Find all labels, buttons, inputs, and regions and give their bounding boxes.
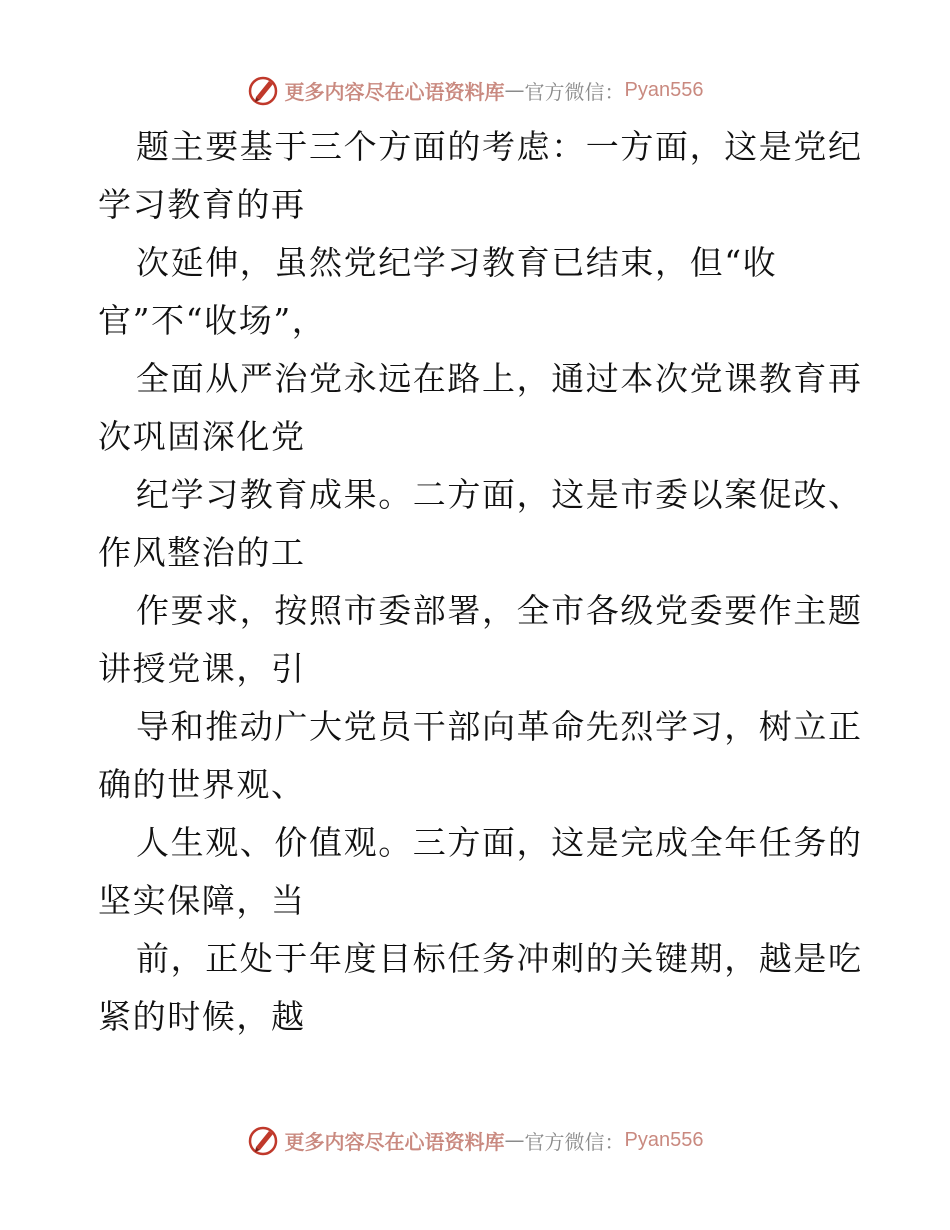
body-line: 导和推动广大党员干部向革命先烈学习，树立正 bbox=[136, 707, 863, 746]
watermark-wechat-id: Pyan556 bbox=[624, 78, 704, 101]
body-line: 紧的时候，越 bbox=[98, 997, 306, 1036]
body-line: 次巩固深化党 bbox=[98, 417, 306, 456]
watermark-separator: — bbox=[504, 78, 525, 102]
body-line: 全面从严治党永远在路上，通过本次党课教育再 bbox=[136, 359, 863, 398]
watermark-wechat-id: Pyan556 bbox=[624, 1128, 704, 1151]
footer-watermark bbox=[0, 1120, 950, 1160]
body-line: 确的世界观、 bbox=[98, 765, 306, 804]
watermark-site-text: 更多内容尽在心语资料库 bbox=[284, 79, 505, 104]
body-line: 前，正处于年度目标任务冲刺的关键期，越是吃 bbox=[136, 939, 863, 978]
body-line: 纪学习教育成果。二方面，这是市委以案促改、 bbox=[136, 475, 863, 514]
pen-logo-icon bbox=[247, 73, 281, 107]
body-line: 次延伸，虽然党纪学习教育已结束，但“收 bbox=[136, 243, 778, 282]
body-line: 作风整治的工 bbox=[98, 533, 306, 572]
watermark-wechat-label: 官方微信： bbox=[524, 79, 625, 104]
body-line: 官”不“收场”， bbox=[98, 301, 327, 340]
watermark-separator: — bbox=[504, 1128, 525, 1152]
body-line: 作要求，按照市委部署，全市各级党委要作主题 bbox=[136, 591, 863, 630]
body-line: 题主要基于三个方面的考虑：一方面，这是党纪 bbox=[136, 127, 863, 166]
body-line: 坚实保障，当 bbox=[98, 881, 306, 920]
header-watermark bbox=[0, 70, 950, 110]
watermark-site-text: 更多内容尽在心语资料库 bbox=[284, 1129, 505, 1154]
body-line: 讲授党课，引 bbox=[98, 649, 306, 688]
pen-logo-icon bbox=[247, 1123, 281, 1157]
document-body bbox=[98, 118, 868, 1046]
body-line: 人生观、价值观。三方面，这是完成全年任务的 bbox=[136, 823, 863, 862]
body-line: 学习教育的再 bbox=[98, 185, 306, 224]
watermark-wechat-label: 官方微信： bbox=[524, 1129, 625, 1154]
